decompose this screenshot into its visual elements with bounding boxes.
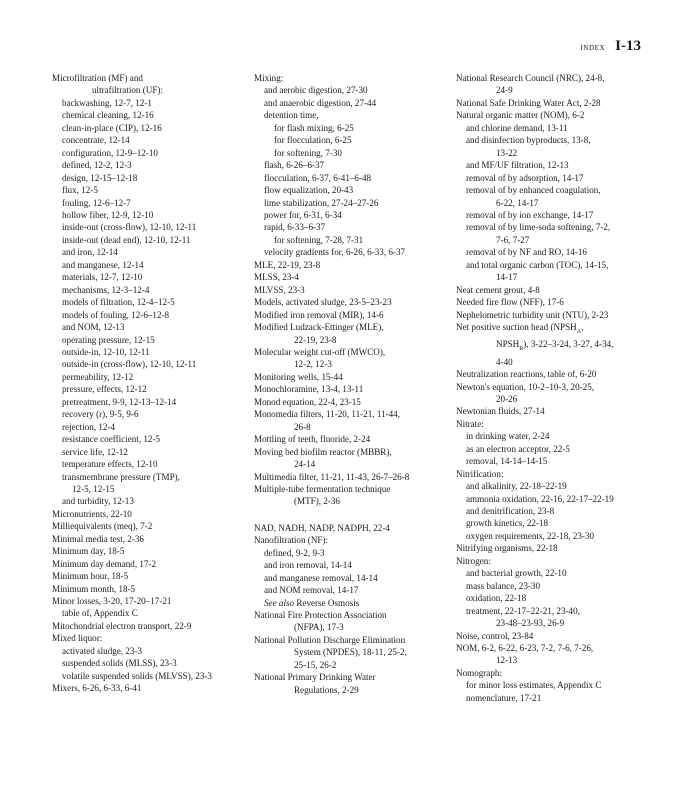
index-subentry: ultrafiltration (UF): <box>92 85 163 96</box>
index-entry: Minimum day, 18-5 <box>52 546 125 557</box>
index-subentry: configuration, 12-9–12-10 <box>62 147 158 158</box>
index-subentry: as an electron acceptor, 22-5 <box>466 443 570 454</box>
index-subentry: Regulations, 2-29 <box>294 684 359 695</box>
index-entry: Neutralization reactions, table of, 6-20 <box>456 369 597 380</box>
index-entry: Monochloramine, 13-4, 13-11 <box>254 384 364 395</box>
index-entry: MLE, 22-19, 23-8 <box>254 259 321 270</box>
index-subentry: and total organic carbon (TOC), 14-15, <box>466 259 609 270</box>
index-entry: Nitrogen: <box>456 555 491 566</box>
page-header <box>580 38 641 55</box>
index-entry: NOM, 6-2, 6-22, 6-23, 7-2, 7-6, 7-26, <box>456 643 594 654</box>
index-subentry: 22-19, 23-8 <box>294 334 337 345</box>
index-subentry: defined, 9-2, 9-3 <box>264 547 325 558</box>
index-entry: Micronutrients, 22-10 <box>52 508 132 519</box>
index-subentry: table of, Appendix C <box>62 608 138 619</box>
index-subentry: flux, 12-5 <box>62 185 98 196</box>
index-subentry: $NPSH_R$), 3-22–3-24, 3-27, 4-34, <box>496 339 614 353</box>
index-entry: Mottling of teeth, fluoride, 2-24 <box>254 434 371 445</box>
index-subentry: See also Reverse Osmosis <box>264 597 360 608</box>
index-subentry: mass balance, 23-30 <box>466 580 540 591</box>
index-subentry: velocity gradients for, 6-26, 6-33, 6-37 <box>264 247 406 258</box>
index-subentry: chemical cleaning, 12-16 <box>62 110 154 121</box>
index-entry: Monod equation, 22-4, 23-15 <box>254 396 361 407</box>
index-entry: Net positive suction head ($NPSH_A$, <box>456 322 584 335</box>
index-subentry: and aerobic digestion, 27-30 <box>264 85 368 96</box>
index-subentry: power for, 6-31, 6-34 <box>264 209 342 220</box>
index-subentry: defined, 12-2, 12-3 <box>62 160 132 171</box>
index-entry: Multiple-tube fermentation technique <box>254 483 391 494</box>
index-entry: Neat cement grout, 4-8 <box>456 284 540 295</box>
index-subentry: 12-2, 12-3 <box>294 359 332 370</box>
index-subentry: models of filtration, 12-4–12-5 <box>62 297 175 308</box>
index-subentry: 12-5, 12-15 <box>72 483 115 494</box>
index-subentry: service life, 12-12 <box>62 446 128 457</box>
index-entry: Natural organic matter (NOM), 6-2 <box>456 110 585 121</box>
index-label: INDEX <box>580 44 606 52</box>
index-subentry: 24-14 <box>294 459 316 470</box>
index-entry: Nitrifying organisms, 22-18 <box>456 543 558 554</box>
index-column-right <box>456 72 646 704</box>
index-subentry: 13-22 <box>496 147 518 158</box>
index-column-left <box>52 72 242 695</box>
index-subentry: pressure, effects, 12-12 <box>62 384 147 395</box>
index-subentry: for flash mixing, 6-25 <box>274 122 354 133</box>
index-subentry: materials, 12-7, 12-10 <box>62 272 143 283</box>
index-subentry: flocculation, 6-37, 6-41–6-48 <box>264 172 372 183</box>
index-subentry: 7-6, 7-27 <box>496 234 530 245</box>
index-subentry: rejection, 12-4 <box>62 421 116 432</box>
page-number: I-13 <box>615 38 641 54</box>
index-subentry: and NOM removal, 14-17 <box>264 585 359 596</box>
index-subentry: and turbidity, 12-13 <box>62 496 134 507</box>
index-subentry: 23-48–23-93, 26-9 <box>496 618 565 629</box>
index-entry: Nephelometric turbidity unit (NTU), 2-23 <box>456 309 609 320</box>
index-entry: MLSS, 23-4 <box>254 272 299 283</box>
index-entry: National Fire Protection Association <box>254 610 387 621</box>
index-column-middle <box>254 72 450 696</box>
index-subentry: mechanisms, 12-3–12-4 <box>62 284 150 295</box>
index-entry: Minimum day demand, 17-2 <box>52 558 157 569</box>
index-subentry: 14-17 <box>496 272 518 283</box>
index-subentry: in drinking water, 2-24 <box>466 431 550 442</box>
index-subentry: transmembrane pressure (TMP), <box>62 471 180 482</box>
index-entry: Models, activated sludge, 23-5–23-23 <box>254 297 392 308</box>
index-entry: Modified iron removal (MIR), 14-6 <box>254 309 384 320</box>
index-entry: MLVSS, 23-3 <box>254 284 305 295</box>
index-subentry: 24-9 <box>496 85 513 96</box>
index-subentry: resistance coefficient, 12-5 <box>62 434 161 445</box>
index-subentry: treatment, 22-17–22-21, 23-40, <box>466 605 580 616</box>
index-subentry: (NFPA), 17-3 <box>294 622 344 633</box>
index-entry: Microfiltration (MF) and <box>52 73 143 83</box>
index-subentry: removal of by adsorption, 14-17 <box>466 172 584 183</box>
index-subentry: fouling, 12-6–12-7 <box>62 197 131 208</box>
index-subentry: for minor loss estimates, Appendix C <box>466 680 602 691</box>
index-subentry: 20-26 <box>496 393 518 404</box>
index-subentry: and iron, 12-14 <box>62 247 118 258</box>
index-subentry: outside-in (cross-flow), 12-10, 12-11 <box>62 359 197 370</box>
index-subentry: nomenclature, 17-21 <box>466 692 542 703</box>
index-subentry: oxygen requirements, 22-18, 23-30 <box>466 530 595 541</box>
index-subentry: concentrate, 12-14 <box>62 135 130 146</box>
index-entry: Noise, control, 23-84 <box>456 630 534 641</box>
index-entry: Minimum month, 18-5 <box>52 583 136 594</box>
index-subentry: clean-in-place (CIP), 12-16 <box>62 122 162 133</box>
index-subentry: and manganese removal, 14-14 <box>264 572 378 583</box>
index-subentry: flow equalization, 20-43 <box>264 185 354 196</box>
index-entry: National Primary Drinking Water <box>254 672 376 683</box>
index-entry: Monomedia filters, 11-20, 11-21, 11-44, <box>254 409 400 420</box>
index-entry: Newton's equation, 10-2–10-3, 20-25, <box>456 381 595 392</box>
index-entry: Modified Ludzack-Ettinger (MLE), <box>254 322 384 333</box>
index-subentry: and MF/UF filtration, 12-13 <box>466 160 569 171</box>
index-subentry: 12-13 <box>496 655 518 666</box>
index-subentry: for softening, 7-30 <box>274 147 342 158</box>
index-entry: Milliequivalents (meq), 7-2 <box>52 521 153 532</box>
index-entry: National Research Council (NRC), 24-8, <box>456 73 605 83</box>
index-subentry: detention time, <box>264 110 319 121</box>
index-subentry: 26-8 <box>294 421 311 432</box>
index-subentry: for flocculation, 6-25 <box>274 135 352 146</box>
index-entry: Minimum hour, 18-5 <box>52 571 129 582</box>
index-entry: Mitochondrial electron transport, 22-9 <box>52 620 192 631</box>
index-subentry: and manganese, 12-14 <box>62 259 144 270</box>
index-subentry: for softening, 7-28, 7-31 <box>274 234 364 245</box>
index-subentry: 6-22, 14-17 <box>496 197 539 208</box>
index-entry: Nanofiltration (NF): <box>254 535 328 546</box>
index-subentry: removal of by ion exchange, 14-17 <box>466 209 594 220</box>
index-subentry: removal, 14-14–14-15 <box>466 456 548 467</box>
index-subentry: and iron removal, 14-14 <box>264 560 352 571</box>
index-subentry: and chlorine demand, 13-11 <box>466 122 568 133</box>
index-subentry: and disinfection byproducts, 13-8, <box>466 135 591 146</box>
index-subentry: temperature effects, 12-10 <box>62 459 158 470</box>
index-subentry: 25-15, 26-2 <box>294 659 337 670</box>
index-subentry: oxidation, 22-18 <box>466 593 527 604</box>
index-entry: Nitrate: <box>456 418 484 429</box>
index-entry: Mixers, 6-26, 6-33, 6-41 <box>52 683 142 694</box>
index-subentry: rapid, 6-33–6-37 <box>264 222 326 233</box>
index-entry: Nitrification: <box>456 468 504 479</box>
index-subentry: activated sludge, 23-3 <box>62 645 143 656</box>
index-subentry: and anaerobic digestion, 27-44 <box>264 97 377 108</box>
index-entry: Newtonian fluids, 27-14 <box>456 406 545 417</box>
index-entry: National Pollution Discharge Elimination <box>254 634 406 645</box>
index-subentry: volatile suspended solids (MLVSS), 23-3 <box>62 670 212 681</box>
index-subentry: removal of by NF and RO, 14-16 <box>466 247 587 258</box>
index-entry: NAD, NADH, NADP, NADPH, 22-4 <box>254 522 390 533</box>
index-subentry: backwashing, 12-7, 12-1 <box>62 97 152 108</box>
index-entry: Minimal media test, 2-36 <box>52 533 144 544</box>
index-entry: National Safe Drinking Water Act, 2-28 <box>456 97 601 108</box>
index-entry: Mixing: <box>254 73 284 83</box>
index-entry: Molecular weight cut-off (MWCO), <box>254 346 386 357</box>
index-subentry: inside-out (cross-flow), 12-10, 12-11 <box>62 222 197 233</box>
index-subentry: growth kinetics, 22-18 <box>466 518 549 529</box>
section-gap <box>254 508 450 522</box>
index-subentry: lime stabilization, 27-24–27-26 <box>264 197 379 208</box>
index-subentry: models of fouling, 12-6–12-8 <box>62 309 170 320</box>
index-entry: Monitoring wells, 15-44 <box>254 371 343 382</box>
index-entry: Nomograph: <box>456 667 502 678</box>
index-entry: Multimedia filter, 11-21, 11-43, 26-7–26-8 <box>254 471 410 482</box>
index-subentry: and denitrification, 23-8 <box>466 506 555 517</box>
index-subentry: outside-in, 12-10, 12-11 <box>62 346 150 357</box>
index-subentry: flash, 6-26–6-37 <box>264 160 325 171</box>
index-entry: Moving bed biofilm reactor (MBBR), <box>254 446 392 457</box>
index-subentry: operating pressure, 12-15 <box>62 334 155 345</box>
index-subentry: inside-out (dead end), 12-10, 12-11 <box>62 234 191 245</box>
index-subentry: hollow fiber, 12-9, 12-10 <box>62 209 154 220</box>
index-entry: Needed fire flow (NFF), 17-6 <box>456 297 564 308</box>
index-subentry: (MTF), 2-36 <box>294 496 340 507</box>
index-subentry: suspended solids (MLSS), 23-3 <box>62 658 177 669</box>
index-subentry: removal of by lime-soda softening, 7-2, <box>466 222 611 233</box>
index-subentry: and NOM, 12-13 <box>62 322 125 333</box>
index-subentry: pretreatment, 9-9, 12-13–12-14 <box>62 396 177 407</box>
index-subentry: design, 12-15–12-18 <box>62 172 138 183</box>
index-subentry: ammonia oxidation, 22-16, 22-17–22-19 <box>466 493 614 504</box>
index-subentry: and alkalinity, 22-18–22-19 <box>466 481 567 492</box>
index-subentry: removal of by enhanced coagulation, <box>466 185 601 196</box>
index-subentry: 4-40 <box>496 356 513 367</box>
index-entry: Minor losses, 3-20, 17-20–17-21 <box>52 596 172 607</box>
index-subentry: and bacterial growth, 22-10 <box>466 568 567 579</box>
index-subentry: permeability, 12-12 <box>62 371 134 382</box>
index-subentry: recovery (r), 9-5, 9-6 <box>62 409 139 420</box>
index-entry: Mixed liquor: <box>52 633 103 644</box>
index-subentry: System (NPDES), 18-11, 25-2, <box>294 647 407 658</box>
